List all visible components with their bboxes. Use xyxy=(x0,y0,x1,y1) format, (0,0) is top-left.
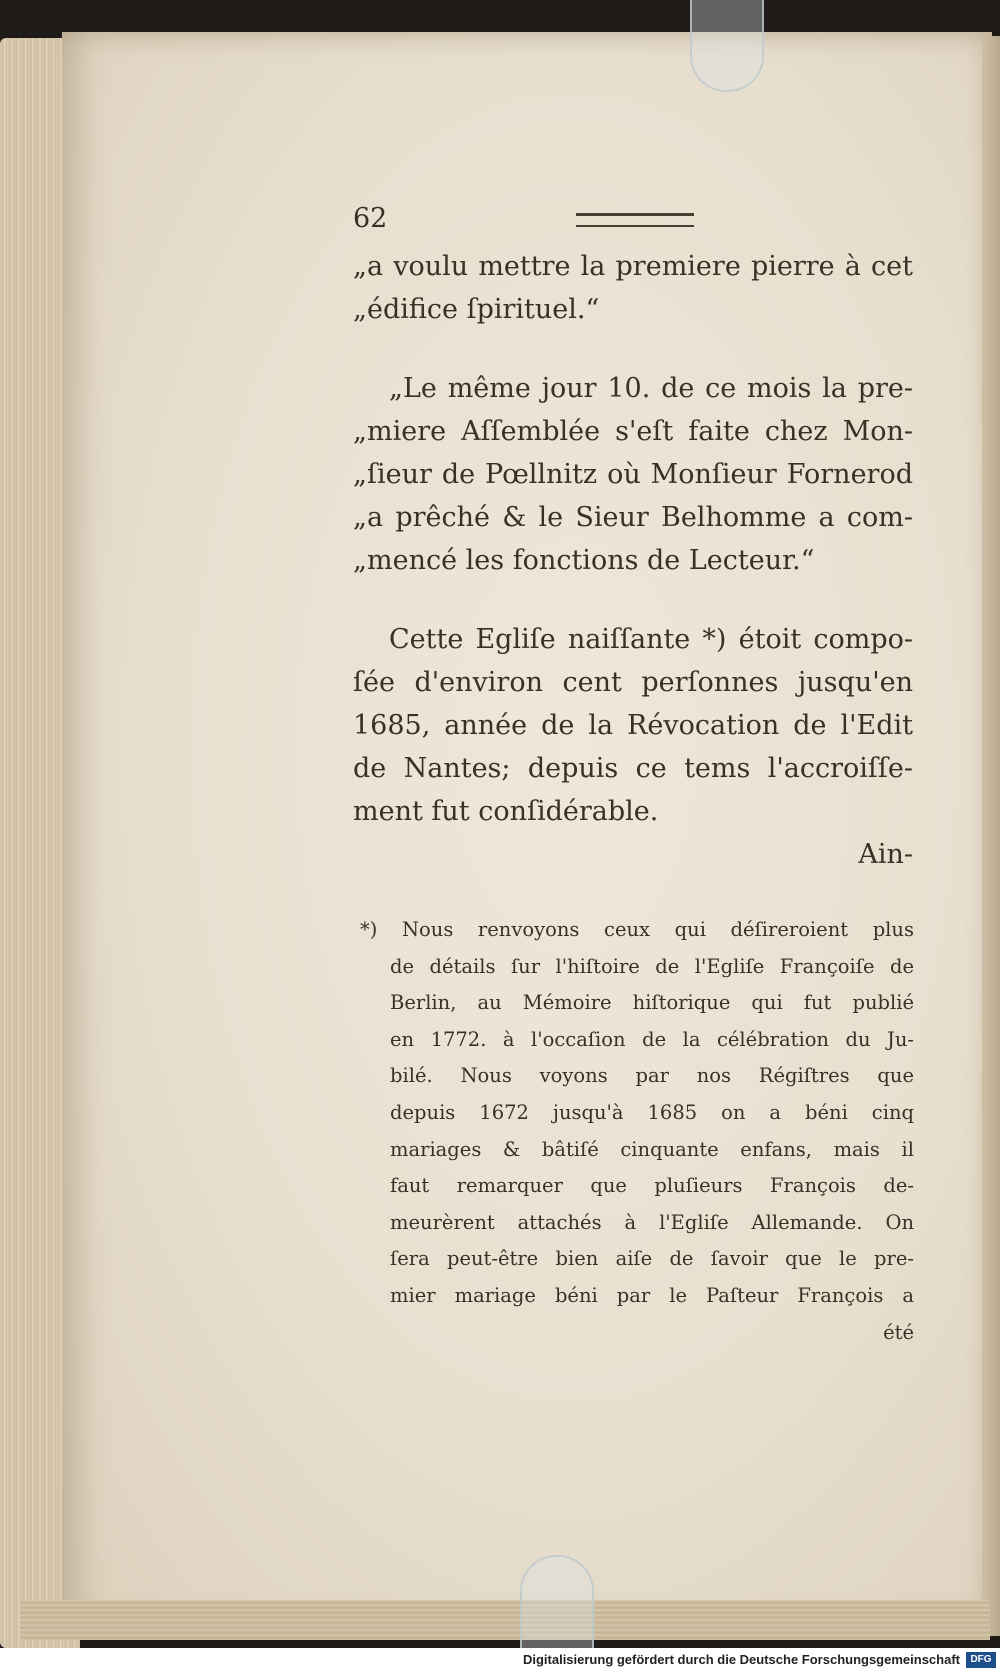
text-line: „a prêché & le Sieur Belhomme a com- xyxy=(353,502,913,533)
running-header xyxy=(353,195,913,245)
footnote-catchword: été xyxy=(883,1320,914,1344)
footnote-line: mariages & bâtiſé cinquante enfans, mais il xyxy=(390,1137,914,1161)
digitization-credit: Digitalisierung gefördert durch die Deutsche Forschungsgemeinschaft xyxy=(522,1652,960,1667)
page-edges-bottom xyxy=(20,1600,990,1640)
footnote-line: *) Nous renvoyons ceux qui déſireroient plus xyxy=(360,918,914,941)
text-line: Cette Egliſe naiſſante *) étoit compo- xyxy=(389,624,913,655)
digitization-credit-bar xyxy=(0,1648,1000,1673)
footnote-line: Berlin, au Mémoire hiſtorique qui fut publié xyxy=(390,991,914,1015)
paragraph-3 xyxy=(353,618,913,833)
footnote-line: depuis 1672 jusqu'à 1685 on a béni cinq xyxy=(390,1100,914,1124)
footnote-line: en 1772. à l'occaſion de la célébration du Ju- xyxy=(390,1027,914,1051)
page-edge-right xyxy=(982,36,1000,1636)
text-line: „édifice ſpirituel.“ xyxy=(353,294,600,325)
header-rule xyxy=(576,213,694,227)
footnote-line: ſera peut-être bien aiſe de ſavoir que le pre- xyxy=(390,1247,914,1271)
text-line: „mencé les fonctions de Lecteur.“ xyxy=(353,545,815,576)
dfg-logo-icon: DFG xyxy=(966,1652,996,1668)
text-line: de Nantes; depuis ce tems l'accroiſſe- xyxy=(353,753,913,784)
text-line: „miere Aſſemblée s'eſt faite chez Mon- xyxy=(353,416,913,447)
catchword: Ain- xyxy=(858,839,913,870)
page-number: 62 xyxy=(353,203,388,234)
page-clip-top xyxy=(690,0,764,92)
text-line: „a voulu mettre la premiere pierre à cet xyxy=(353,251,913,282)
text-line: 1685, année de la Révocation de l'Edit xyxy=(353,710,913,741)
footnote-line: faut remarquer que pluſieurs François de- xyxy=(390,1174,914,1198)
footnote-line: meurèrent attachés à l'Egliſe Allemande. On xyxy=(390,1210,914,1234)
footnote-line: de détails ſur l'hiſtoire de l'Egliſe Françoiſe de xyxy=(390,954,914,978)
text-line: „Le même jour 10. de ce mois la pre- xyxy=(389,373,913,404)
footnote xyxy=(360,912,914,1351)
main-text-block xyxy=(353,195,913,876)
footnote-line: bilé. Nous voyons par nos Régiſtres que xyxy=(390,1064,914,1088)
text-line: „ſieur de Pœllnitz où Monſieur Fornerod xyxy=(353,459,913,490)
paragraph-2 xyxy=(353,367,913,582)
text-line: ſée d'environ cent perſonnes jusqu'en xyxy=(353,667,913,698)
paragraph-1 xyxy=(353,245,913,331)
text-line: ment fut conſidérable. xyxy=(353,796,659,827)
footnote-line: mier mariage béni par le Paſteur François a xyxy=(390,1283,914,1307)
page-clip-bottom xyxy=(520,1555,594,1657)
